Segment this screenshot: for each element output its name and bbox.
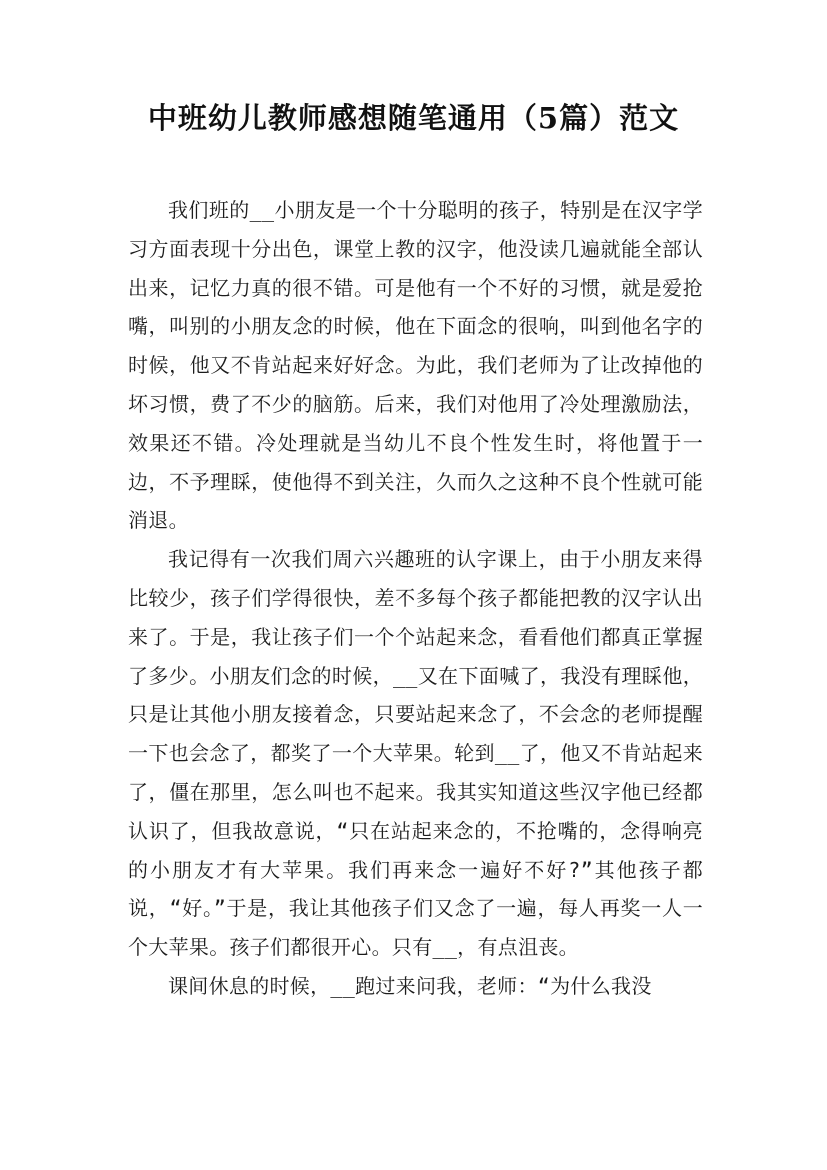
document-body — [128, 191, 703, 1006]
paragraph: 我们班的__小朋友是一个十分聪明的孩子，特别是在汉字学习方面表现十分出色，课堂上教的汉字，他没读几遍就能全部认出来，记忆力真的很不错。可是他有一个不好的习惯，就是爱抢嘴，叫别的小朋友念的时候，他在下面念的很响，叫到他名字的时候，他又不肯站起来好好念。为此，我们老师为了让改掉他的坏习惯，费了不少的脑筋。后来，我们对他用了冷处理激励法，效果还不错。冷处理就是当幼儿不良个性发生时，将他置于一边，不予理睬，使他得不到关注，久而久之这种不良个性就可能消退。 — [128, 198, 703, 533]
paragraph: 课间休息的时候，__跑过来问我，老师：“为什么我没 — [168, 973, 652, 998]
paragraph: 我记得有一次我们周六兴趣班的认字课上，由于小朋友来得比较少，孩子们学得很快，差不多每个孩子都能把教的汉字认出来了。于是，我让孩子们一个个站起来念，看看他们都真正掌握了多少。小朋友们念的时候，__又在下面喊了，我没有理睬他，只是让其他小朋友接着念，只要站起来念了，不会念的老师提醒一下也会念了，都奖了一个大苹果。轮到__了，他又不肯站起来了，僵在那里，怎么叫也不起来。我其实知道这些汉字他已经都认识了，但我故意说，“只在站起来念的，不抢嘴的，念得响亮的小朋友才有大苹果。我们再来念一遍好不好?”其他孩子都说，“好。”于是，我让其他孩子们又念了一遍，每人再奖一人一个大苹果。孩子们都很开心。只有__，有点沮丧。 — [128, 547, 703, 960]
document-title: 中班幼儿教师感想随笔通用（5篇）范文 — [147, 101, 680, 135]
